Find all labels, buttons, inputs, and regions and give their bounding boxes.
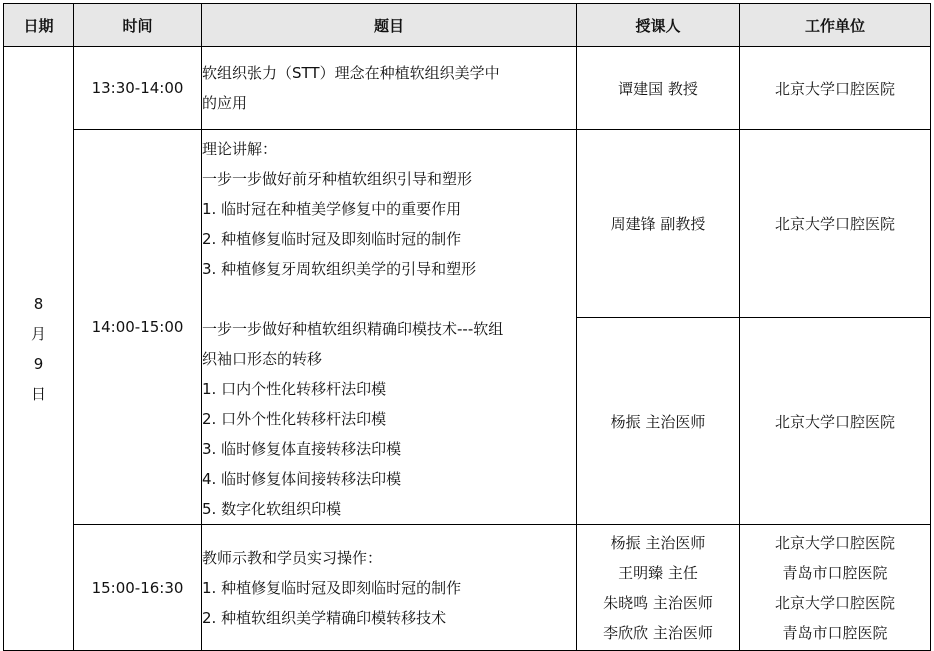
- schedule-table: [3, 3, 931, 651]
- table-row: [4, 47, 931, 130]
- unit-line: 青岛市口腔医院: [782, 623, 888, 642]
- unit-cell: 北京大学口腔医院: [740, 130, 931, 318]
- topic-line: 5. 数字化软组织印模: [202, 500, 342, 518]
- unit-line: 青岛市口腔医院: [782, 563, 888, 582]
- topic-cell: [202, 130, 577, 525]
- header-time: 时间: [74, 4, 202, 47]
- lecturer-line: 王明臻 主任: [618, 563, 698, 582]
- date-char: 日: [30, 384, 46, 403]
- topic-line: 教师示教和学员实习操作：: [202, 548, 383, 567]
- time-cell: 15:00-16:30: [74, 525, 202, 651]
- topic-line: 一步一步做好前牙种植软组织引导和塑形: [202, 170, 473, 188]
- topic-line: 软组织张力（STT）理念在种植软组织美学中: [202, 64, 500, 82]
- lecturer-line: 杨振 主治医师: [610, 533, 706, 552]
- header-lecturer: 授课人: [577, 4, 740, 47]
- header-unit: 工作单位: [740, 4, 931, 47]
- lecturer-cell: 周建锋 副教授: [577, 130, 740, 318]
- header-topic: 题目: [202, 4, 577, 47]
- topic-line: 1. 临时冠在种植美学修复中的重要作用: [202, 200, 462, 218]
- lecturer-cell: 谭建国 教授: [577, 47, 740, 130]
- lecturer-cell: [577, 525, 740, 651]
- topic-line: 一步一步做好种植软组织精确印模技术---软组: [202, 320, 504, 338]
- date-cell: [4, 47, 74, 651]
- topic-line: 2. 种植修复临时冠及即刻临时冠的制作: [202, 230, 462, 248]
- topic-line: 1. 口内个性化转移杆法印模: [202, 380, 387, 398]
- topic-line: 2. 种植软组织美学精确印模转移技术: [202, 608, 447, 627]
- table-row: [4, 130, 931, 318]
- date-char: 8: [33, 294, 44, 313]
- topic-line: 1. 种植修复临时冠及即刻临时冠的制作: [202, 578, 462, 597]
- lecturer-cell: 杨振 主治医师: [577, 318, 740, 525]
- unit-cell: [740, 525, 931, 651]
- lecturer-line: 李欣欣 主治医师: [603, 623, 713, 642]
- topic-line: 织袖口形态的转移: [202, 350, 323, 368]
- topic-line: 的应用: [202, 94, 248, 112]
- time-cell: 13:30-14:00: [74, 47, 202, 130]
- time-cell: 14:00-15:00: [74, 130, 202, 525]
- header-date: 日期: [4, 4, 74, 47]
- topic-line: 理论讲解：: [202, 140, 278, 158]
- date-char: 月: [30, 324, 46, 343]
- topic-cell: [202, 525, 577, 651]
- unit-cell: 北京大学口腔医院: [740, 318, 931, 525]
- date-char: 9: [33, 354, 44, 373]
- topic-cell: [202, 47, 577, 130]
- header-row: [4, 4, 931, 47]
- unit-line: 北京大学口腔医院: [774, 593, 895, 612]
- table-row: [4, 525, 931, 651]
- unit-cell: 北京大学口腔医院: [740, 47, 931, 130]
- topic-line: 4. 临时修复体间接转移法印模: [202, 470, 402, 488]
- topic-line: 2. 口外个性化转移杆法印模: [202, 410, 387, 428]
- topic-line: 3. 临时修复体直接转移法印模: [202, 440, 402, 458]
- unit-line: 北京大学口腔医院: [774, 533, 895, 552]
- lecturer-line: 朱晓鸣 主治医师: [603, 593, 713, 612]
- topic-line: 3. 种植修复牙周软组织美学的引导和塑形: [202, 260, 477, 278]
